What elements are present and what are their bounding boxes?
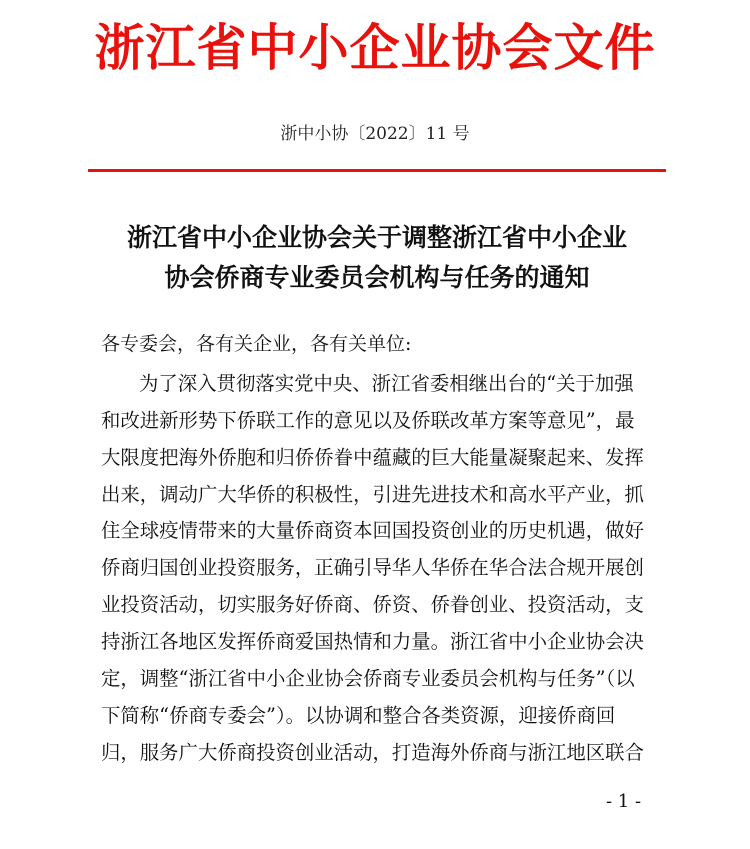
body-line: 大限度把海外侨胞和归侨侨眷中蕴藏的巨大能量凝聚起来、发挥 [101,446,644,469]
red-divider-line [88,169,666,172]
body-line: 定，调整“浙江省中小企业协会侨商专业委员会机构与任务”（以 [101,667,635,690]
body-line: 归，服务广大侨商投资创业活动，打造海外侨商与浙江地区联合 [101,741,644,764]
body-line: 出来，调动广大华侨的积极性，引进先进技术和高水平产业，抓 [101,483,644,506]
body-line: 下简称“侨商专委会”）。以协调和整合各类资源，迎接侨商回 [101,704,616,727]
body-line: 为了深入贯彻落实党中央、浙江省委相继出台的“关于加强 [139,372,634,395]
salutation: 各专委会，各有关企业，各有关单位: [101,333,412,355]
body-line: 侨商归国创业投资服务，正确引导华人华侨在华合法合规开展创 [101,556,644,579]
body-line: 业投资活动，切实服务好侨商、侨资、侨眷创业、投资活动，支 [101,593,644,616]
body-line: 住全球疫情带来的大量侨商资本回国投资创业的历史机遇，做好 [101,519,644,542]
notice-title [88,218,666,298]
notice-title-line: 协会侨商专业委员会机构与任务的通知 [164,263,590,292]
page-number: - 1 - [606,791,642,812]
body-line: 持浙江各地区发挥侨商爱国热情和力量。浙江省中小企业协会决 [101,630,644,653]
document-header-title: 浙江省中小企业协会文件 [94,18,656,77]
document-number: 浙中小协〔2022〕11 号 [280,124,470,144]
body-line: 和改进新形势下侨联工作的意见以及侨联改革方案等意见”，最 [101,409,635,432]
notice-title-line: 浙江省中小企业协会关于调整浙江省中小企业 [126,223,627,252]
